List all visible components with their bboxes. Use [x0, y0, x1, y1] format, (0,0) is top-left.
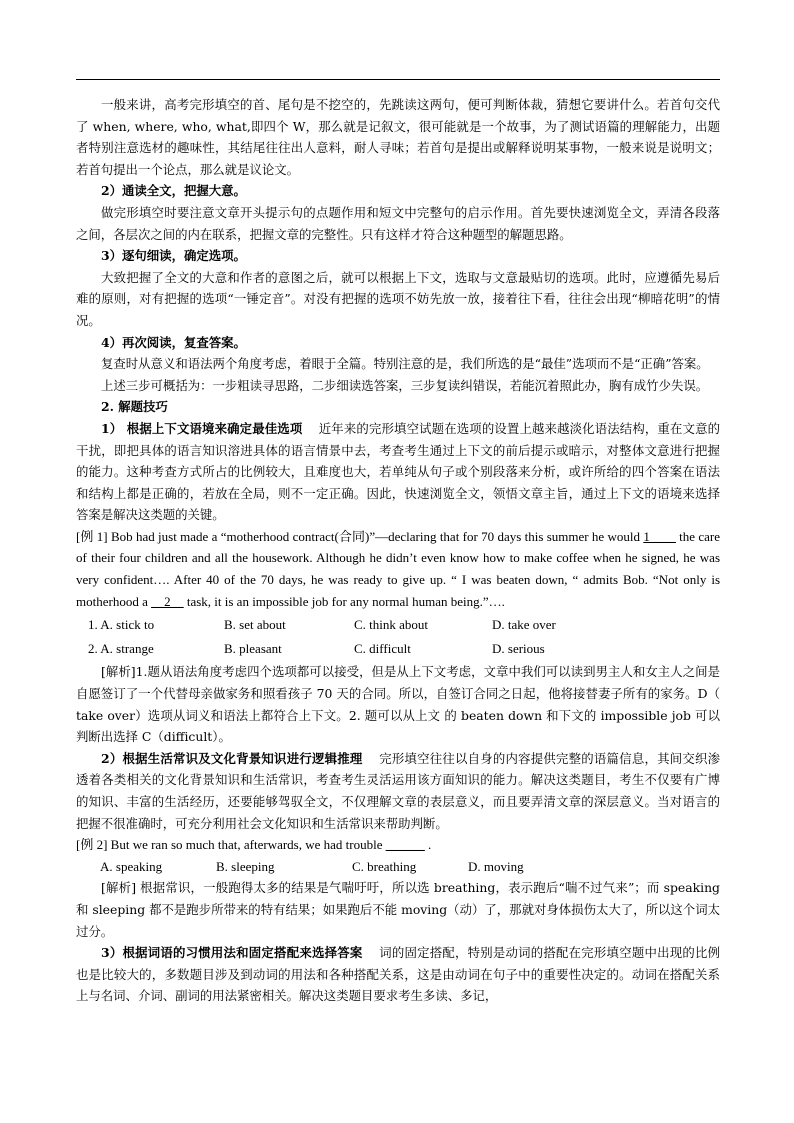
- analysis-example-1: [解析]1.题从语法角度考虑四个选项都可以接受，但是从上下文考虑，文章中我们可以读到男主人和女主人之间是自愿签订了一个代替母亲做家务和照看孩子 70 天的合同。所以，自签订合同之日起，他将接替妻子所有的家务。D（ take over）选项从词义和语法上都符合上下文。2. 题可以从上文 的 beaten down 和下文的 impossible job 可以判断出选择 C（difficult）。: [76, 664, 720, 745]
- heading-step-2: 2）通读全文，把握大意。: [101, 183, 246, 199]
- paragraph-step-4: 复查时从意义和语法两个角度考虑，着眼于全篇。特别注意的是，我们所选的是“最佳”选项而不是“正确”答案。: [101, 356, 709, 372]
- q2-option-b: B. pleasant: [224, 640, 282, 656]
- q3-option-a: A. speaking: [100, 858, 163, 874]
- paragraph-step-3: 大致把握了全文的大意和作者的意图之后，就可以根据上下文，选取与文意最贴切的选项。此时，应遵循先易后难的原则，对有把握的选项“一锤定音”。对没有把握的选项不妨先放一放，接着往下看，往往会出现“柳暗花明”的情况。: [76, 269, 720, 328]
- heading-step-4: 4）再次阅读，复查答案。: [101, 334, 246, 350]
- q3-option-b: B. sleeping: [216, 858, 275, 874]
- technique-3-body: 词的固定搭配，特别是动词的搭配在完形填空题中出现的比例也是比较大的，多数题目涉及到动词的用法和各种搭配关系，这是由动词在句子中的重要性决定的。动词在搭配关系上与名词、介词、副词的用法紧密相关。解决这类题目要求考生多读、多记，: [76, 945, 720, 1004]
- q2-option-a: 2. A. strange: [88, 640, 154, 656]
- technique-1-title: 1） 根据上下文语境来确定最佳选项: [101, 420, 303, 436]
- q3-option-d: D. moving: [468, 858, 524, 874]
- analysis-example-2: [解析] 根据常识，一般跑得太多的结果是气喘吁吁，所以选 breathing，表示跑后“喘不过气来”；而 speaking 和 sleeping 都不是跑步所带来的特有结果；如果跑后不能 moving（动）了，那就对身体损伤太大了，所以这个词太过分。: [76, 880, 720, 939]
- q3-option-c: C. breathing: [352, 858, 417, 874]
- document-body: [76, 94, 720, 1007]
- example-2-text-b: .: [424, 837, 432, 853]
- example-2-text-a: [例 2] But we ran so much that, afterwards, we had trouble: [76, 837, 386, 853]
- question-3-options: [76, 856, 720, 878]
- example-1-text-c: task, it is an impossible job for any normal human being.”….: [183, 593, 505, 609]
- paragraph-summary: 上述三步可概括为：一步粗读寻思路，二步细读选答案，三步复读纠错误，若能沉着照此办，胸有成竹少失误。: [101, 377, 709, 393]
- technique-3: [76, 942, 720, 1007]
- example-1-text-a: [例 1] Bob had just made a “motherhood contract(合同)”—declaring that for 70 days this summer he would: [76, 528, 644, 544]
- q1-option-b: B. set about: [224, 617, 286, 633]
- technique-1-body: 近年来的完形填空试题在选项的设置上越来越淡化语法结构，重在文意的干扰，即把具体的语言知识溶进具体的语言情景中去，考查考生通过上下文的前后提示或暗示，对整体文意进行把握的能力。这种考查方式所占的比例较大，且难度也大，若单纯从句子或个别段落来分析，或许所给的四个答案在语法和结构上都是正确的，若放在全局，则不一定正确。因此，快速浏览全文，领悟文章主旨，通过上下文的语境来选择答案是解决这类题的关键。: [76, 420, 720, 523]
- paragraph-step-2: 做完形填空时要注意文章开头提示句的点题作用和短文中完整句的启示作用。首先要快速浏览全文，弄清各段落之间，各层次之间的内在联系，把握文章的完整性。只有这样才符合这种题型的解题思路。: [76, 204, 720, 242]
- example-1: [76, 526, 720, 612]
- section-heading-techniques: 2. 解题技巧: [101, 399, 168, 415]
- example-2-blank: ______: [385, 837, 425, 853]
- technique-2-title: 2）根据生活常识及文化背景知识进行逻辑推理: [101, 750, 363, 766]
- question-1-options: [76, 614, 720, 636]
- technique-1: [76, 418, 720, 526]
- q2-option-d: D. serious: [492, 640, 545, 656]
- technique-2: [76, 748, 720, 834]
- q1-option-d: D. take over: [492, 617, 556, 633]
- example-1-blank-2: __2__: [151, 593, 184, 609]
- example-2: [76, 834, 720, 856]
- q1-option-c: C. think about: [354, 617, 429, 633]
- technique-2-body: 完形填空往往以自身的内容提供完整的语篇信息，其间交织渗透着各类相关的文化背景知识和生活常识，考查考生灵活运用该方面知识的能力。解决这类题目，考生不仅要有广博的知识、丰富的生活经历，还要能够驾驭全文，不仅理解文章的表层意义，而且要弄清文章的深层意义。当对语言的把握不很准确时，可充分利用社会文化知识和生活常识来帮助判断。: [76, 750, 720, 831]
- q1-option-a: 1. A. stick to: [88, 617, 155, 633]
- example-1-text-b: the care of their four children and all the housework. Although he didn’t even know how to make coffee when he signed, he was very confident…. After 40 of the 70 days, he was ready to give up. “ I was beaten down, “ admits Bob. “Not only is motherhood a: [76, 528, 720, 609]
- header-rule: [76, 79, 720, 80]
- technique-3-title: 3）根据词语的习惯用法和固定搭配来选择答案: [101, 945, 363, 961]
- question-2-options: [76, 638, 720, 660]
- example-1-blank-1: 1____: [643, 528, 676, 544]
- heading-step-3: 3）逐句细读，确定选项。: [101, 248, 246, 264]
- paragraph-first-last-sentence: 一般来讲，高考完形填空的首、尾句是不挖空的，先跳读这两句，便可判断体裁，猜想它要讲什么。若首句交代了 when, where, who, what,即四个 W，那么就是记叙文，很可能就是一个故事，为了测试语篇的理解能力，出题者特别注意选材的趣味性，其结尾往往出人意料，耐人寻味；若首句是提出或解释说明某事物，一般来说是说明文；若首句提出一个论点，那么就是议论文。: [76, 97, 720, 177]
- q2-option-c: C. difficult: [354, 640, 411, 656]
